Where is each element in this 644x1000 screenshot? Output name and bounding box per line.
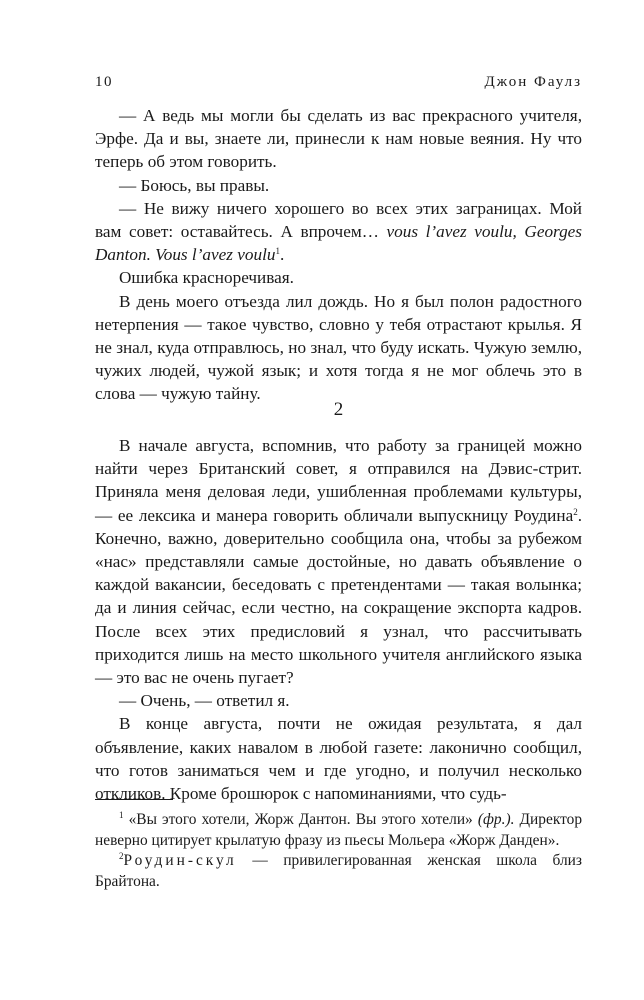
footnotes: [95, 810, 582, 892]
footnote-term: Роудин-скул: [123, 852, 237, 870]
paragraph: — Очень, — ответил я.: [119, 691, 290, 711]
paragraph: [95, 197, 582, 267]
paragraph: В конце августа, почти не ожидая результата, я дал объявление, каких навалом в любой газете: лаконично сообщил, что готов заниматься чем и где угодно, и получил несколько откликов. Кроме брошюрок с напоминаниями, что судь-: [95, 714, 582, 804]
chapter-number: 2: [333, 399, 344, 420]
running-head: Джон Фаулз: [484, 74, 582, 90]
footnote-quote: «Вы этого хотели, Жорж Дантон. Вы этого хотели»: [123, 811, 478, 828]
footnote-language: (фр.).: [477, 811, 515, 828]
footnote-divider: [95, 799, 173, 800]
footnote-marker[interactable]: 1: [275, 246, 280, 257]
footnote-number: 2: [119, 851, 124, 862]
paragraph: Ошибка красноречивая.: [119, 268, 294, 288]
page-header: [95, 74, 582, 98]
paragraph-text: .: [279, 245, 285, 265]
french-quote: vous l’avez voulu, Georges Danton. Vous l’avez voulu: [95, 222, 583, 265]
footnote-number: 1: [119, 810, 124, 820]
footnote-1: [95, 810, 582, 851]
paragraph: — Боюсь, вы правы.: [119, 175, 270, 195]
footnote-marker[interactable]: 2: [573, 506, 578, 517]
section-1-text: [95, 104, 582, 406]
footnote-text: — привилегированная женская школа близ Брайтона.: [95, 852, 582, 890]
paragraph: [95, 434, 582, 689]
footnote-text: Директор неверно цитирует крылатую фразу из пьесы Мольера «Жорж Данден».: [95, 811, 583, 849]
paragraph-text: . Конечно, важно, доверительно сообщила она, чтобы за рубежом «нас» представляли самые достойные, но давать объявление о каждой вакансии, беседовать с претендентами — такая волынка; да и линия сейчас, если честно, на сокращение экспорта кадров. После всех этих предисловий я узнал, что рассчитывать приходится лишь на место школьного учителя английского языка — это вас не очень пугает?: [95, 505, 582, 688]
section-2-text: [95, 434, 582, 805]
paragraph-text: В начале августа, вспомнив, что работу за границей можно найти через Британский совет, я отправился на Дэвис-стрит. Приняла меня деловая леди, ушибленная проблемами культуры, — ее лексика и манера говорить обличали выпускницу Роудина: [95, 436, 582, 525]
page-number: 10: [95, 74, 113, 90]
paragraph: — А ведь мы могли бы сделать из вас прекрасного учителя, Эрфе. Да и вы, знаете ли, принесли к нам новые веяния. Ну что теперь об этом говорить.: [95, 106, 582, 172]
paragraph-text: — Не вижу ничего хорошего во всех этих заграницах. Мой вам совет: оставайтесь. А впрочем…: [95, 198, 582, 242]
paragraph: В день моего отъезда лил дождь. Но я был полон радостного нетерпения — такое чувство, словно у тебя отрастают крылья. Я не знал, куда отправлюсь, но знал, что буду искать. Чужую землю, чужих людей, чужой язык; и хотя тогда я не мог облечь это в слова — чужую тайну.: [95, 291, 582, 404]
footnote-2: [95, 851, 582, 892]
